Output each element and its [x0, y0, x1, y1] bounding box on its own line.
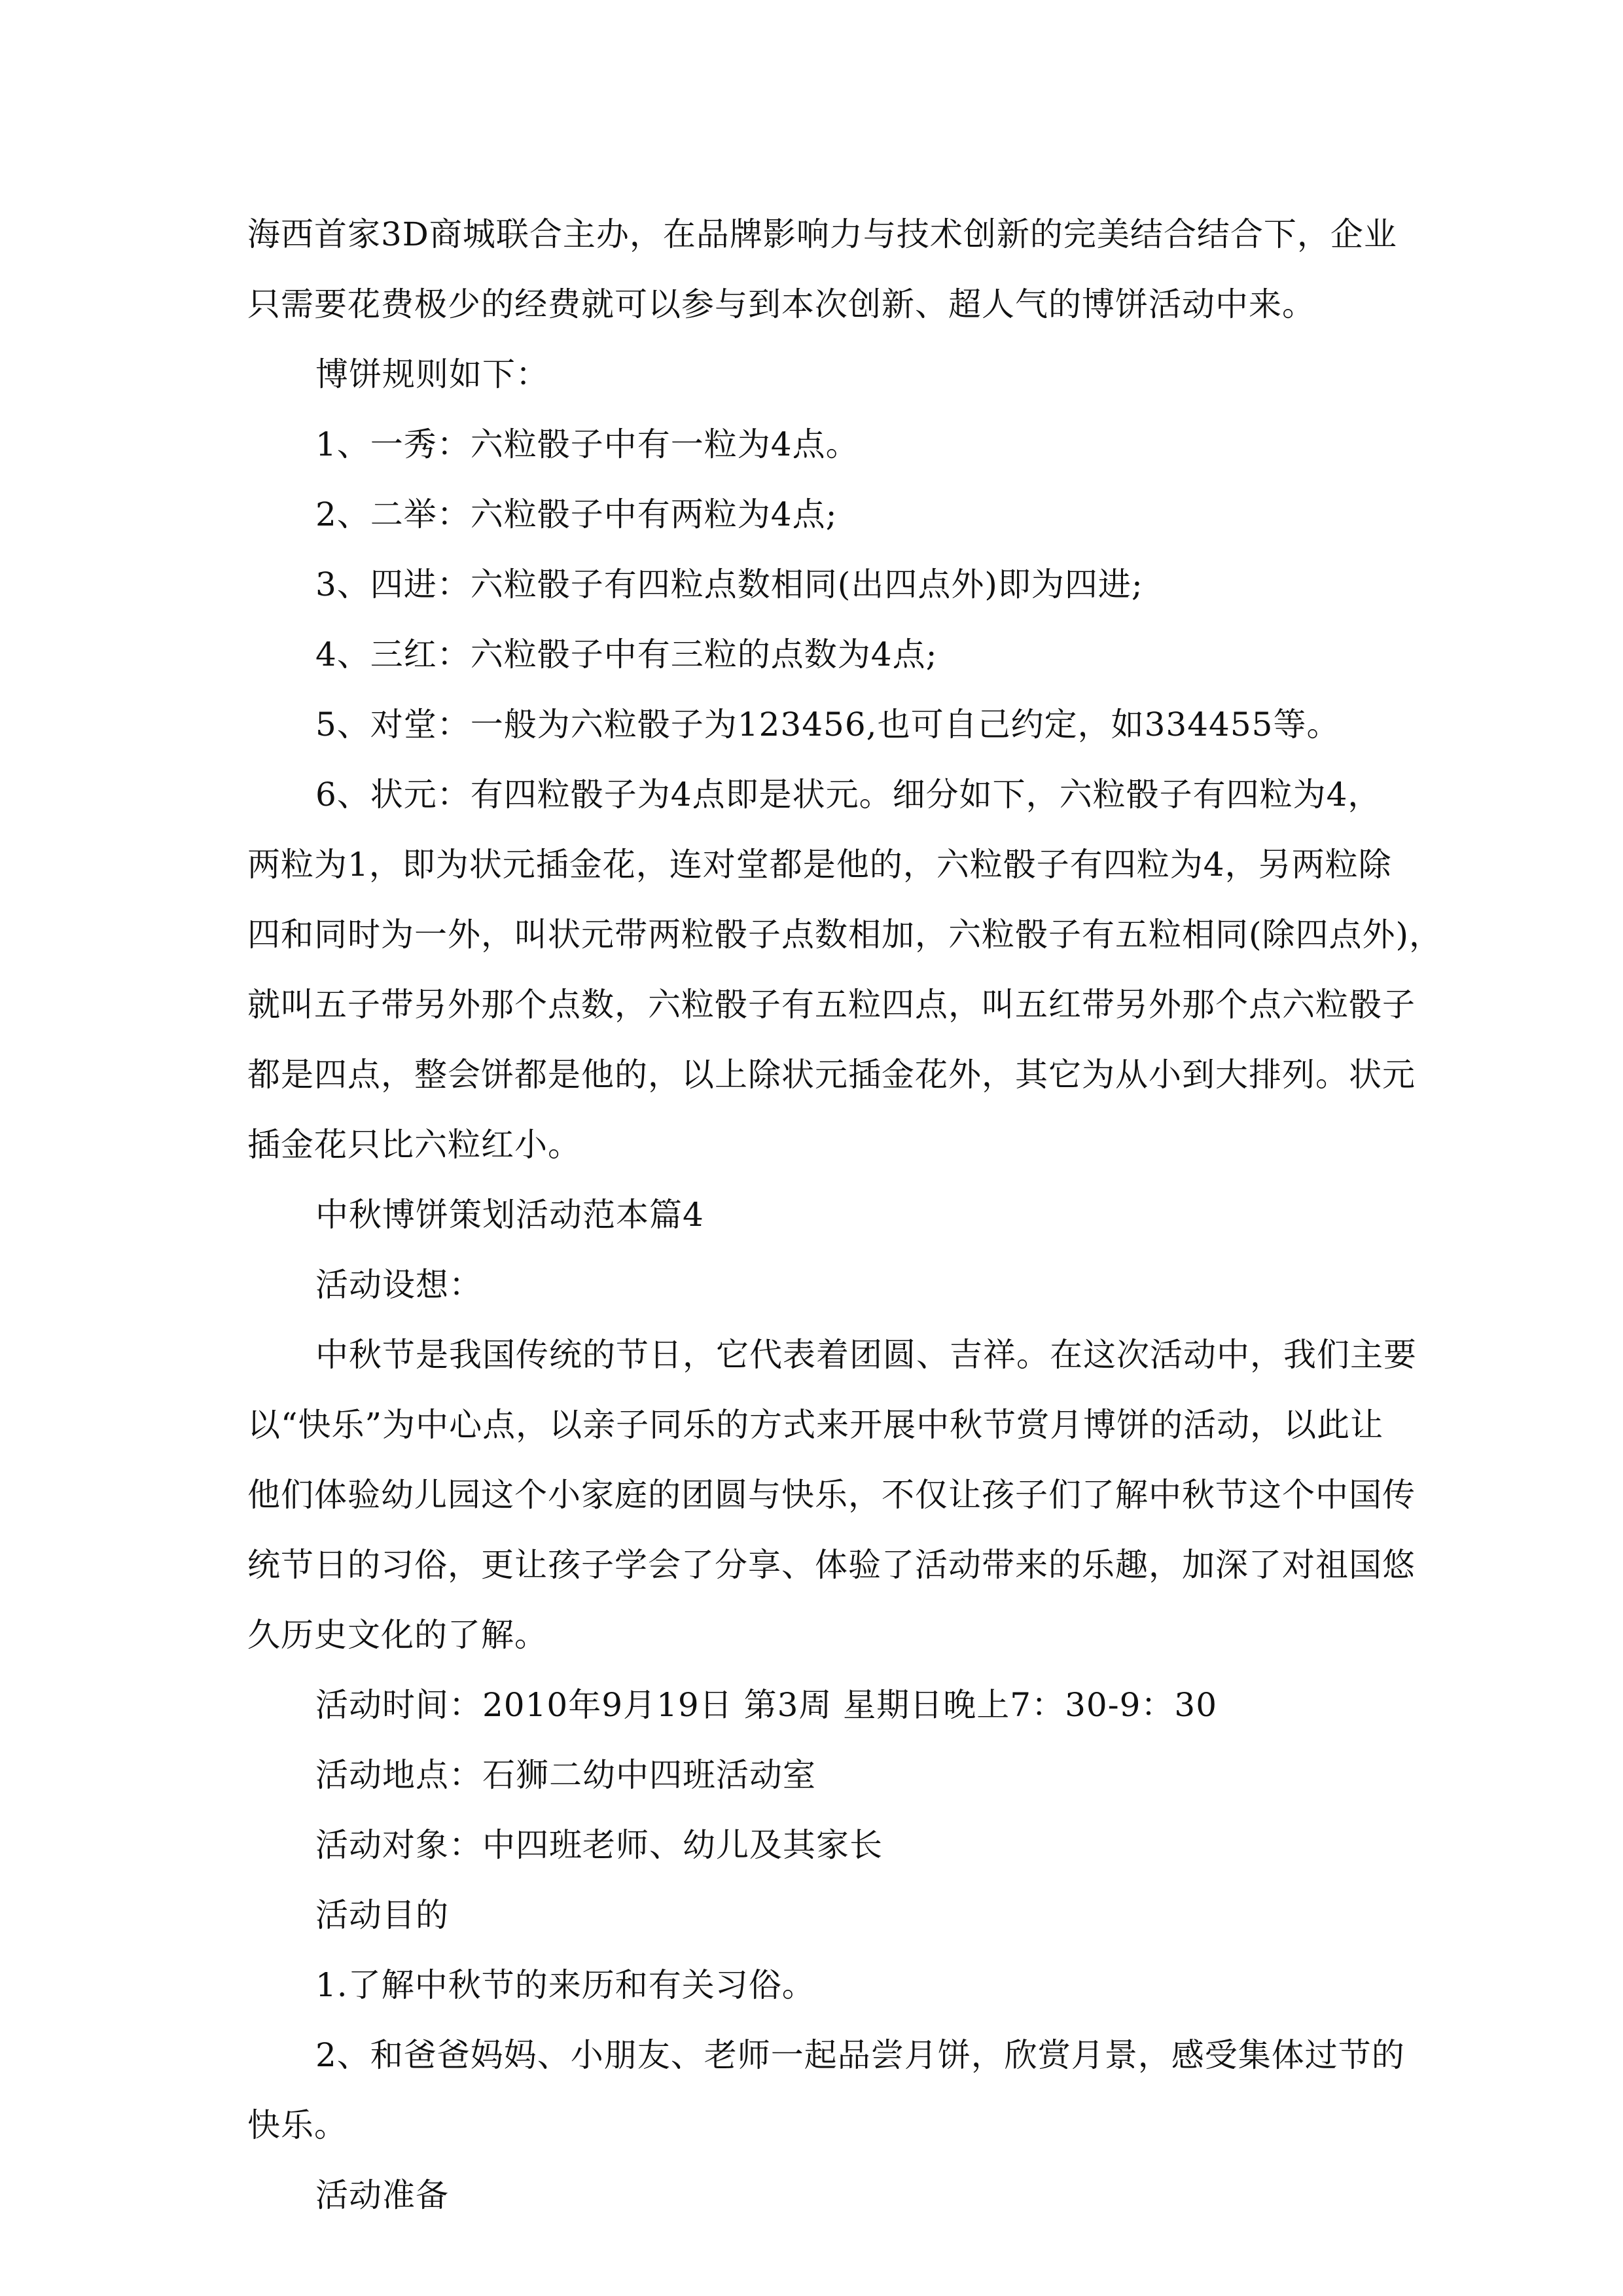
rule-item: 5、对堂：一般为六粒骰子为123456,也可自己约定，如334455等。 [315, 706, 1340, 744]
idea-paragraph [247, 1320, 1417, 1670]
goal-line: 快乐。 [247, 2106, 348, 2144]
goal-item: 1.了解中秋节的来历和有关习俗。 [315, 1966, 815, 2004]
zhuangyuan-line: 6、状元：有四粒骰子为4点即是状元。细分如下，六粒骰子有四粒为4， [315, 776, 1382, 814]
activity-place: 活动地点：石狮二幼中四班活动室 [315, 1756, 816, 1794]
idea-line: 久历史文化的了解。 [247, 1616, 548, 1654]
rule-item: 2、二举：六粒骰子中有两粒为4点; [315, 495, 838, 533]
idea-line: 中秋节是我国传统的节日，它代表着团圆、吉祥。在这次活动中，我们主要 [315, 1336, 1417, 1374]
goal-heading: 活动目的 [315, 1896, 449, 1934]
rule-item: 1、一秀：六粒骰子中有一粒为4点。 [315, 425, 859, 463]
rules-heading: 博饼规则如下： [315, 355, 549, 393]
rule-item: 4、三红：六粒骰子中有三粒的点数为4点; [315, 636, 938, 673]
activity-target: 活动对象：中四班老师、幼儿及其家长 [315, 1826, 883, 1864]
prep-heading: 活动准备 [315, 2176, 449, 2214]
zhuangyuan-line: 都是四点，整会饼都是他的，以上除状元插金花外，其它为从小到大排列。状元 [247, 1056, 1416, 1094]
idea-line: 统节日的习俗，更让孩子学会了分享、体验了活动带来的乐趣，加深了对祖国悠 [247, 1546, 1416, 1584]
intro-line: 海西首家3D商城联合主办，在品牌影响力与技术创新的完美结合结合下，企业 [247, 215, 1397, 253]
zhuangyuan-line: 四和同时为一外，叫状元带两粒骰子点数相加，六粒骰子有五粒相同(除四点外)， [247, 916, 1443, 954]
idea-line: 他们体验幼儿园这个小家庭的团圆与快乐，不仅让孩子们了解中秋节这个中国传 [247, 1476, 1416, 1514]
rule-item: 3、四进：六粒骰子有四粒点数相同(出四点外)即为四进; [315, 565, 1143, 603]
section-title: 中秋博饼策划活动范本篇4 [315, 1196, 704, 1234]
zhuangyuan-line: 两粒为1，即为状元插金花，连对堂都是他的，六粒骰子有四粒为4，另两粒除 [247, 846, 1392, 884]
goal-line: 2、和爸爸妈妈、小朋友、老师一起品尝月饼，欣赏月景，感受集体过节的 [315, 2036, 1405, 2074]
goal-item-2 [247, 2020, 1405, 2161]
zhuangyuan-line: 就叫五子带另外那个点数，六粒骰子有五粒四点，叫五红带另外那个点六粒骰子 [247, 986, 1416, 1024]
idea-heading: 活动设想： [315, 1266, 482, 1304]
document-body [247, 200, 1443, 2231]
zhuangyuan-paragraph [247, 760, 1443, 1180]
idea-line: 以“快乐”为中心点，以亲子同乐的方式来开展中秋节赏月博饼的活动，以此让 [247, 1406, 1384, 1444]
activity-time: 活动时间：2010年9月19日 第3周 星期日晚上7：30-9：30 [315, 1686, 1218, 1724]
zhuangyuan-line: 插金花只比六粒红小。 [247, 1126, 581, 1164]
intro-line: 只需要花费极少的经费就可以参与到本次创新、超人气的博饼活动中来。 [247, 285, 1315, 323]
intro-paragraph [247, 200, 1397, 340]
